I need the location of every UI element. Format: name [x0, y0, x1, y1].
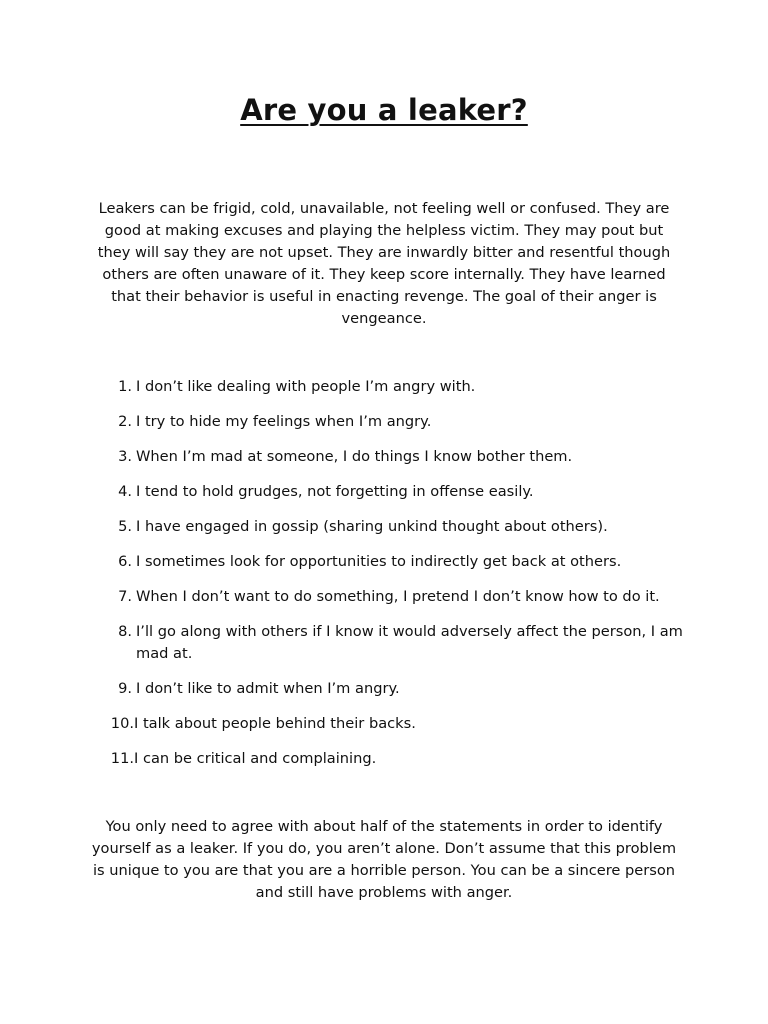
- list-item-text: When I don’t want to do something, I pretend I don’t know how to do it.: [136, 588, 660, 605]
- list-item: [104, 481, 684, 503]
- list-item: [104, 748, 684, 770]
- list-item-text: When I’m mad at someone, I do things I know bother them.: [136, 448, 573, 465]
- conclusion-paragraph: You only need to agree with about half of the statements in order to identify yourself as a leaker. If you do, you aren’t alone. Don’t assume that this problem is unique to you are that you are a horrible person. You can be a sincere person and still have problems with anger.: [91, 818, 677, 901]
- list-item-text: I can be critical and complaining.: [134, 750, 377, 767]
- list-item-number: 3.: [118, 448, 132, 465]
- list-item-text: I sometimes look for opportunities to indirectly get back at others.: [136, 553, 622, 570]
- list-item: [104, 376, 684, 398]
- list-item: [104, 713, 684, 735]
- list-item: [104, 621, 684, 665]
- list-item-number: 9.: [118, 680, 132, 697]
- list-item: [104, 516, 684, 538]
- list-item-number: 10.: [110, 715, 134, 732]
- list-item: [104, 551, 684, 573]
- list-item: [104, 411, 684, 433]
- list-item-text: I talk about people behind their backs.: [134, 715, 416, 732]
- list-item-text: I have engaged in gossip (sharing unkind thought about others).: [136, 518, 608, 535]
- list-item-number: 7.: [118, 588, 132, 605]
- list-item: [104, 678, 684, 700]
- page-title: Are you a leaker?: [240, 93, 528, 127]
- list-item: [104, 586, 684, 608]
- list-item-number: 6.: [118, 553, 132, 570]
- list-item-number: 4.: [118, 483, 132, 500]
- list-item-text: I try to hide my feelings when I’m angry.: [136, 413, 432, 430]
- list-item-number: 1.: [118, 378, 132, 395]
- list-item-text: I don’t like dealing with people I’m angry with.: [136, 378, 476, 395]
- list-item-number: 11.: [110, 750, 134, 767]
- list-item-text: I don’t like to admit when I’m angry.: [136, 680, 400, 697]
- statement-list: [104, 376, 684, 783]
- list-item: [104, 446, 684, 468]
- list-item-number: 2.: [118, 413, 132, 430]
- list-item-text: I’ll go along with others if I know it would adversely affect the person, I am mad at.: [136, 623, 683, 662]
- list-item-text: I tend to hold grudges, not forgetting in offense easily.: [136, 483, 534, 500]
- intro-paragraph: Leakers can be frigid, cold, unavailable, not feeling well or confused. They are good at making excuses and playing the helpless victim. They may pout but they will say they are not upset. They are inwardly bitter and resentful though others are often unaware of it. They keep score internally. They have learned that their behavior is useful in enacting revenge. The goal of their anger is vengeance.: [97, 200, 671, 327]
- list-item-number: 8.: [118, 623, 132, 640]
- list-item-number: 5.: [118, 518, 132, 535]
